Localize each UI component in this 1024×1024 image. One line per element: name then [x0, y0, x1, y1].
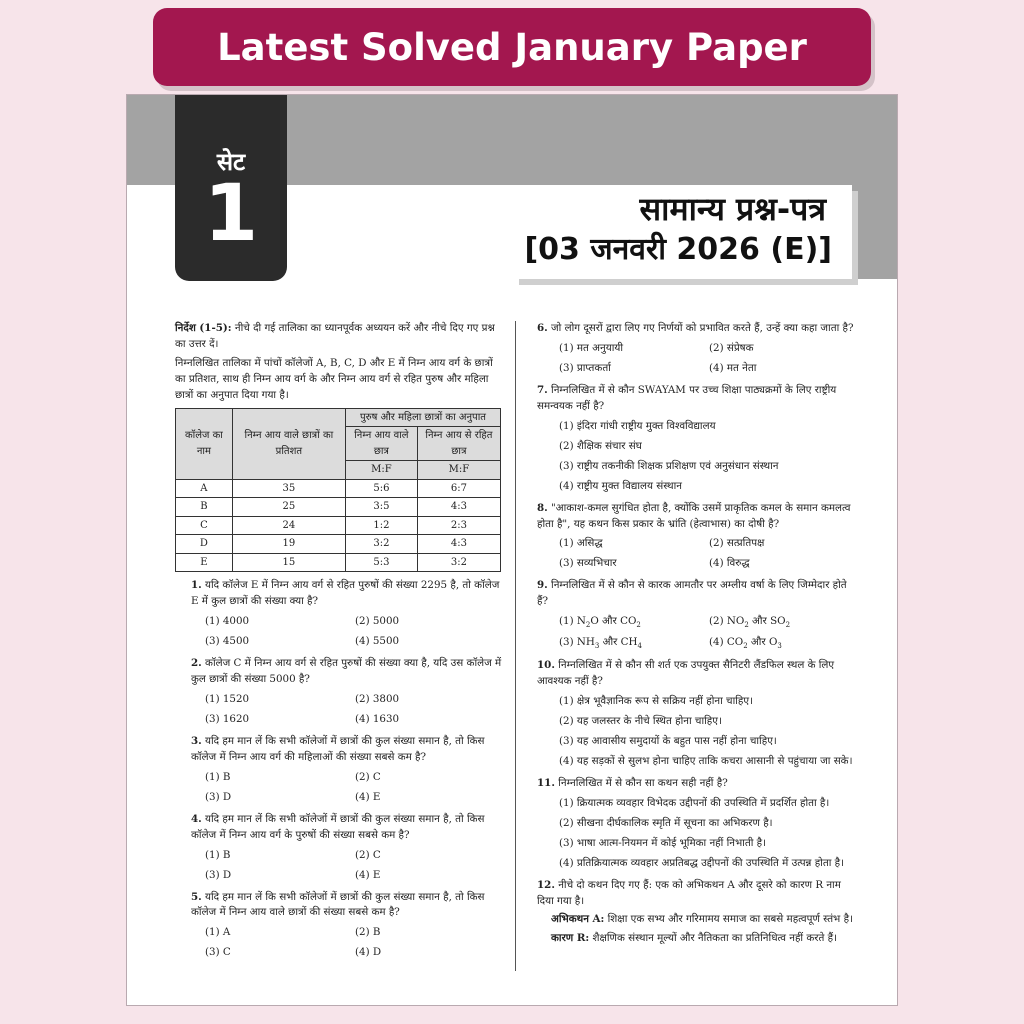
question-5	[175, 890, 505, 962]
th-mf-low: M:F	[345, 461, 417, 480]
cell: B	[176, 498, 233, 517]
question-number: 1.	[191, 579, 202, 592]
option[interactable]: (2) 5000	[355, 615, 400, 628]
option[interactable]: (3) 4500	[205, 635, 250, 648]
reason-label: कारण R:	[551, 932, 590, 945]
set-label: सेट	[216, 148, 246, 176]
option[interactable]: (3) C	[205, 946, 231, 959]
cell: 3:2	[417, 553, 500, 572]
question-text: निम्नलिखित में से कौन से कारक आमतौर पर अम्लीय वर्षा के लिए जिम्मेदार होते हैं?	[537, 579, 847, 608]
cell: D	[176, 535, 233, 554]
question-text: यदि कॉलेज E में निम्न आय वर्ग से रहित पुरुषों की संख्या 2295 है, तो कॉलेज E में कुल छात्रों की संख्या क्या है?	[191, 579, 500, 608]
right-column	[537, 321, 859, 950]
set-badge	[175, 95, 287, 281]
header-band-right	[852, 95, 898, 279]
option[interactable]: (2) C	[355, 848, 381, 861]
cell: E	[176, 553, 233, 572]
cell: C	[176, 516, 233, 535]
option[interactable]: (3) भाषा आत्म-नियमन में कोई भूमिका नहीं निभाती है।	[559, 836, 767, 849]
option-part: (4) CO	[709, 636, 744, 649]
table-row	[176, 479, 501, 498]
th-low: निम्न आय वाले छात्र	[345, 427, 417, 461]
question-number: 11.	[537, 776, 555, 789]
option[interactable]: (1) क्षेत्र भूवैज्ञानिक रूप से सक्रिय नहीं होना चाहिए।	[559, 694, 753, 707]
question-text: "आकाश-कमल सुगंधित होता है, क्योंकि उसमें प्राकृतिक कमल के समान कमलत्व होता है", यह कथन किस प्रकार के भ्रांति (हेत्वाभास) का दोषी है?	[537, 501, 851, 530]
option[interactable]	[709, 635, 859, 652]
option-part: और SO	[748, 615, 786, 628]
paper-title: सामान्य प्रश्न-पत्र	[639, 190, 826, 228]
cell: 4:3	[417, 535, 500, 554]
cell: 3:5	[345, 498, 417, 517]
question-9	[537, 578, 859, 652]
question-text: यदि हम मान लें कि सभी कॉलेजों में छात्रों की कुल संख्या समान है, तो किस कॉलेज में निम्न आय वाले छात्रों की संख्या सबसे कम है?	[191, 890, 485, 919]
option[interactable]: (3) यह आवासीय समुदायों के बहुत पास नहीं होना चाहिए।	[559, 734, 777, 747]
th-nonlow: निम्न आय से रहित छात्र	[417, 427, 500, 461]
option[interactable]: (3) D	[205, 790, 232, 803]
directions-label: निर्देश (1-5):	[175, 322, 232, 334]
th-college: कॉलेज का नाम	[176, 408, 233, 479]
cell: A	[176, 479, 233, 498]
cell: 2:3	[417, 516, 500, 535]
question-6	[537, 321, 859, 377]
column-divider	[515, 321, 516, 971]
option-part: O और CO	[590, 615, 637, 628]
cell: 24	[232, 516, 345, 535]
table-row	[176, 535, 501, 554]
subscript: 2	[744, 621, 749, 630]
option[interactable]	[559, 614, 709, 631]
option[interactable]: (2) शैक्षिक संचार संघ	[559, 439, 642, 452]
cell: 4:3	[417, 498, 500, 517]
option[interactable]: (4) मत नेता	[709, 361, 757, 374]
cell: 35	[232, 479, 345, 498]
subscript: 2	[636, 621, 641, 630]
option[interactable]: (1) असिद्ध	[559, 537, 603, 550]
cell: 1:2	[345, 516, 417, 535]
option[interactable]: (2) सत्प्रतिपक्ष	[709, 537, 765, 550]
question-11	[537, 776, 859, 872]
option[interactable]: (4) E	[355, 868, 381, 881]
option[interactable]: (1) 1520	[205, 692, 250, 705]
question-3	[175, 734, 505, 806]
option[interactable]: (1) B	[205, 848, 231, 861]
cell: 19	[232, 535, 345, 554]
option[interactable]: (2) सीखना दीर्घकालिक स्मृति में सूचना का अभिकरण है।	[559, 816, 773, 829]
question-text: कॉलेज C में निम्न आय वर्ग से रहित पुरुषों की संख्या क्या है, यदि उस कॉलेज में कुल छात्रों की संख्या 5000 है?	[191, 657, 502, 686]
question-number: 12.	[537, 878, 555, 891]
college-table	[175, 408, 501, 573]
question-number: 7.	[537, 383, 548, 396]
option[interactable]: (2) B	[355, 926, 381, 939]
cell: 5:3	[345, 553, 417, 572]
option-part: (1) N	[559, 615, 586, 628]
option[interactable]: (3) प्राप्तकर्ता	[559, 361, 611, 374]
exam-page	[126, 94, 898, 1006]
table-intro: निम्नलिखित तालिका में पांचों कॉलेजों A, B, C, D और E में निम्न आय वर्ग के छात्रों का प्रतिशत, साथ ही निम्न आय वर्ग के और निम्न आय वर्ग से रहित पुरुष और महिला छात्रों का अनुपात दिया गया है।	[175, 356, 493, 401]
directions	[175, 321, 505, 353]
option[interactable]: (3) सव्यभिचार	[559, 557, 617, 570]
option[interactable]: (2) C	[355, 770, 381, 783]
option[interactable]: (4) विरुद्ध	[709, 557, 750, 570]
title-box	[513, 185, 852, 279]
question-8	[537, 501, 859, 573]
option[interactable]: (4) 1630	[355, 712, 400, 725]
question-number: 2.	[191, 657, 202, 670]
option[interactable]: (1) क्रियात्मक व्यवहार विभेदक उद्दीपनों की उपस्थिति में प्रदर्शित होता है।	[559, 796, 830, 809]
set-number: 1	[203, 169, 259, 259]
option[interactable]: (4) D	[355, 946, 382, 959]
question-number: 4.	[191, 812, 202, 825]
option[interactable]: (3) राष्ट्रीय तकनीकी शिक्षक प्रशिक्षण एवं अनुसंधान संस्थान	[559, 459, 779, 472]
directions-text: नीचे दी गई तालिका का ध्यानपूर्वक अध्ययन करें और नीचे दिए गए प्रश्न का उत्तर दें।	[175, 322, 495, 350]
question-text: निम्नलिखित में से कौन सी शर्त एक उपयुक्त सैनिटरी लैंडफिल स्थल के लिए आवश्यक नहीं है?	[537, 659, 835, 688]
cell: 3:2	[345, 535, 417, 554]
option-part: और O	[747, 636, 778, 649]
th-percent: निम्न आय वाले छात्रों का प्रतिशत	[232, 408, 345, 479]
question-7	[537, 383, 859, 495]
question-text: जो लोग दूसरों द्वारा लिए गए निर्णयों को प्रभावित करते हैं, उन्हें क्या कहा जाता है?	[551, 322, 854, 334]
option[interactable]: (1) मत अनुयायी	[559, 341, 624, 354]
question-number: 9.	[537, 579, 548, 592]
question-text: निम्नलिखित में से कौन सा कथन सही नहीं है?	[558, 776, 728, 789]
option[interactable]	[559, 635, 709, 652]
option-part: और CH	[599, 636, 638, 649]
option[interactable]: (2) यह जलस्तर के नीचे स्थित होना चाहिए।	[559, 714, 722, 727]
assertion-text: शिक्षा एक सभ्य और गरिमामय समाज का सबसे महत्वपूर्ण स्तंभ है।	[607, 913, 853, 926]
question-text: यदि हम मान लें कि सभी कॉलेजों में छात्रों की कुल संख्या समान है, तो किस कॉलेज में निम्न आय वर्ग के पुरुषों की संख्या सबसे कम है?	[191, 812, 485, 841]
question-number: 5.	[191, 890, 202, 903]
assertion-label: अभिकथन A:	[551, 913, 605, 926]
th-ratio-group: पुरुष और महिला छात्रों का अनुपात	[345, 408, 500, 427]
subscript: 3	[594, 642, 600, 651]
option[interactable]: (1) इंदिरा गांधी राष्ट्रीय मुक्त विश्वविद्यालय	[559, 419, 716, 432]
question-number: 8.	[537, 501, 548, 514]
option[interactable]: (3) D	[205, 868, 232, 881]
option[interactable]: (1) A	[205, 926, 231, 939]
subscript: 2	[585, 621, 591, 630]
banner-title: Latest Solved January Paper	[217, 25, 807, 69]
option[interactable]: (1) 4000	[205, 615, 250, 628]
table-row	[176, 553, 501, 572]
subscript: 2	[785, 621, 791, 630]
option[interactable]: (1) B	[205, 770, 231, 783]
option[interactable]: (4) राष्ट्रीय मुक्त विद्यालय संस्थान	[559, 479, 682, 492]
subscript: 4	[637, 642, 642, 651]
option-part: (2) NO	[709, 615, 745, 628]
cell: 6:7	[417, 479, 500, 498]
question-10	[537, 658, 859, 770]
option[interactable]: (2) संप्रेषक	[709, 341, 754, 354]
question-number: 3.	[191, 734, 202, 747]
question-text: यदि हम मान लें कि सभी कॉलेजों में छात्रों की कुल संख्या समान है, तो किस कॉलेज में निम्न आय वर्ग की महिलाओं की संख्या सबसे कम है?	[191, 734, 485, 763]
option[interactable]: (4) E	[355, 790, 381, 803]
subscript: 3	[777, 642, 782, 651]
cell: 15	[232, 553, 345, 572]
reason-text: शैक्षणिक संस्थान मूल्यों और नैतिकता का प्रतिनिधित्व नहीं करते हैं।	[592, 932, 838, 945]
option[interactable]: (3) 1620	[205, 712, 250, 725]
subscript: 2	[743, 642, 748, 651]
option[interactable]: (4) यह सड़कों से सुलभ होना चाहिए ताकि कचरा आसानी से पहुंचाया जा सके।	[559, 754, 853, 767]
question-12	[537, 878, 859, 948]
question-text: नीचे दो कथन दिए गए हैं: एक को अभिकथन A और दूसरे को कारण R नाम दिया गया है।	[537, 878, 841, 907]
cell: 25	[232, 498, 345, 517]
table-row	[176, 516, 501, 535]
question-4	[175, 812, 505, 884]
banner	[153, 8, 871, 86]
option[interactable]	[709, 614, 859, 631]
cell: 5:6	[345, 479, 417, 498]
question-2	[175, 656, 505, 728]
question-number: 10.	[537, 659, 555, 672]
question-text: निम्नलिखित में से कौन SWAYAM पर उच्च शिक्षा पाठ्यक्रमों के लिए राष्ट्रीय समन्वयक नहीं है?	[537, 383, 837, 412]
option[interactable]: (4) 5500	[355, 635, 400, 648]
left-column	[175, 321, 505, 961]
th-mf-nonlow: M:F	[417, 461, 500, 480]
paper-date: [03 जनवरी 2026 (E)]	[524, 232, 832, 267]
option[interactable]: (2) 3800	[355, 692, 400, 705]
question-number: 6.	[537, 322, 548, 334]
option[interactable]: (4) प्रतिक्रियात्मक व्यवहार अप्रतिबद्ध उद्दीपनों की उपस्थिति में उत्पन्न होता है।	[559, 856, 845, 869]
option-part: (3) NH	[559, 636, 595, 649]
table-row	[176, 498, 501, 517]
question-1	[175, 578, 505, 650]
